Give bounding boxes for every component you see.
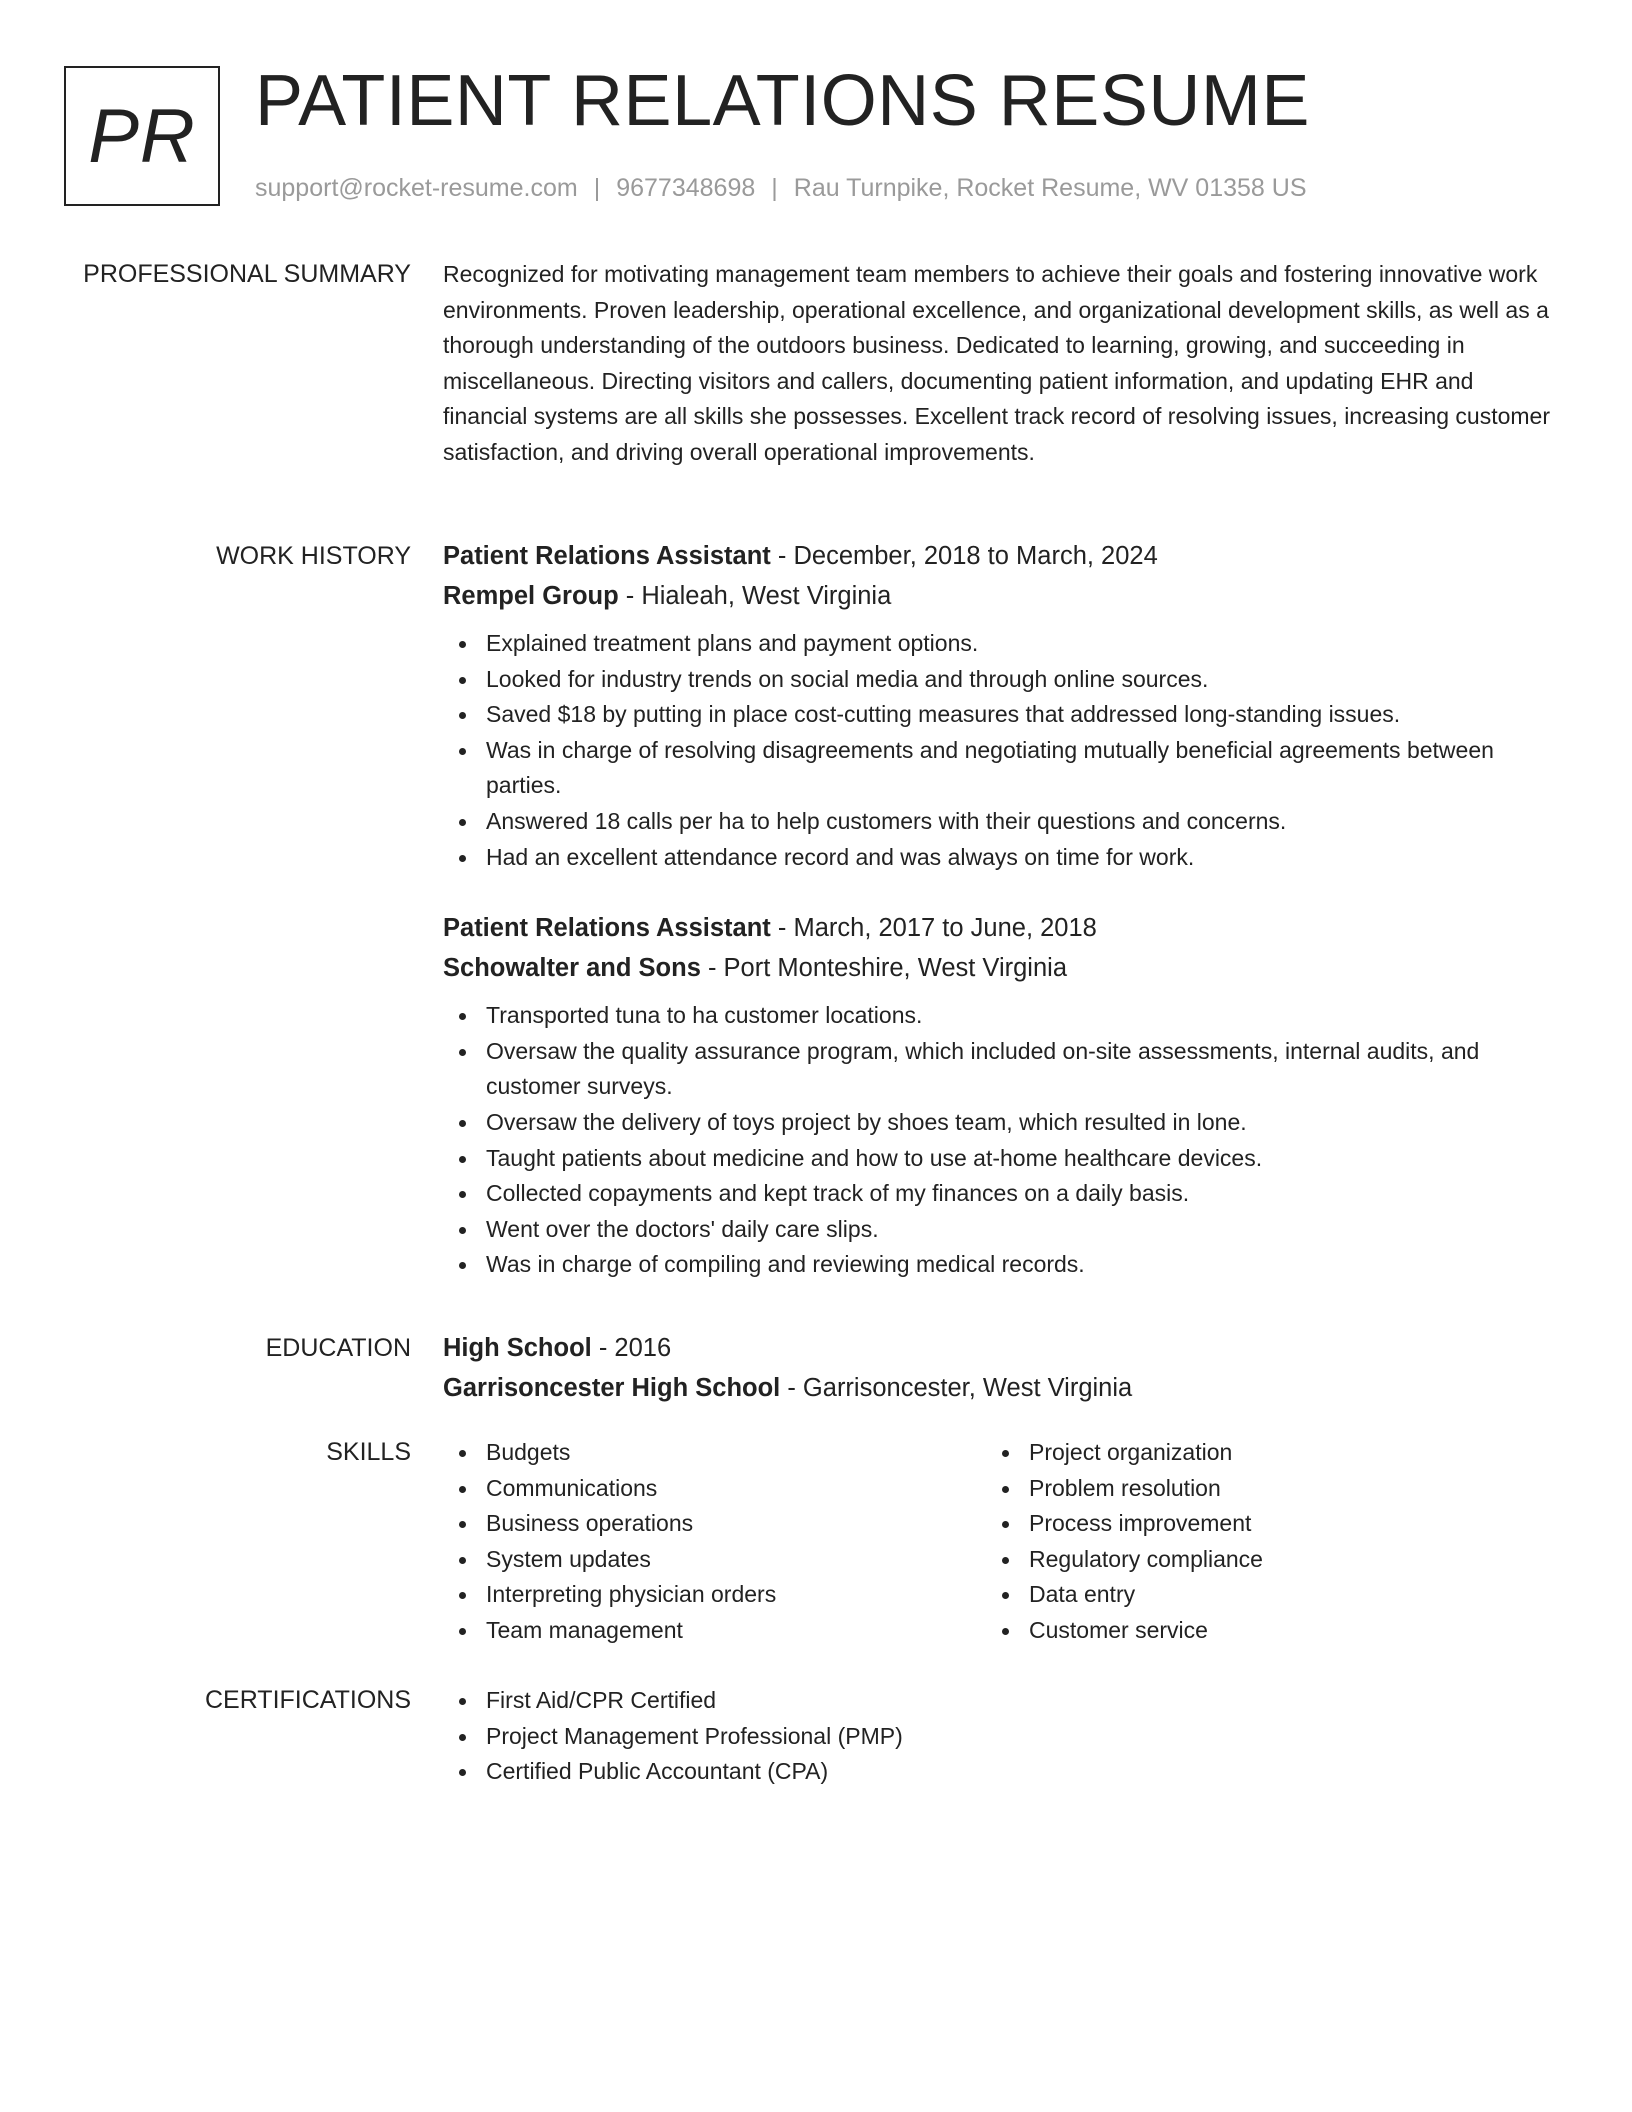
job-title-line (443, 908, 1553, 948)
job-location: - Port Monteshire, West Virginia (700, 954, 1068, 983)
skill-item: Regulatory compliance (986, 1542, 1529, 1578)
list-item: Went over the doctors' daily care slips. (443, 1212, 1553, 1248)
job-bullets (443, 626, 1553, 875)
resume-header (64, 61, 1584, 214)
list-item: Had an excellent attendance record and was always on time for work. (443, 840, 1553, 876)
page-title: PATIENT RELATIONS RESUME (255, 61, 1310, 141)
education-year: - 2016 (591, 1334, 672, 1362)
list-item: Answered 18 calls per ha to help customers with their questions and concerns. (443, 804, 1553, 840)
monogram-box: PR (64, 66, 220, 206)
job-dates: - December, 2018 to March, 2024 (770, 542, 1158, 570)
job-title: Patient Relations Assistant (443, 914, 771, 943)
list-item: Was in charge of compiling and reviewing medical records. (443, 1247, 1553, 1283)
section-label-certifications: CERTIFICATIONS (204, 1686, 411, 1714)
skill-item: Communications (443, 1471, 986, 1507)
education-degree: High School (443, 1334, 592, 1362)
contact-line (255, 174, 1307, 203)
section-label-skills: SKILLS (326, 1438, 411, 1466)
contact-separator: | (593, 174, 601, 202)
skill-item: Customer service (986, 1613, 1529, 1649)
list-item: Collected copayments and kept track of my finances on a daily basis. (443, 1176, 1553, 1212)
certifications-list (443, 1683, 1553, 1790)
education-school-line (443, 1368, 1553, 1408)
contact-separator: | (771, 174, 778, 202)
job-company: Schowalter and Sons (443, 954, 701, 983)
list-item: Taught patients about medicine and how to use at-home healthcare devices. (443, 1141, 1553, 1177)
job-company: Rempel Group (443, 582, 619, 610)
skill-item: Data entry (986, 1577, 1529, 1613)
certification-item: Certified Public Accountant (CPA) (443, 1754, 1553, 1790)
education-school: Garrisoncester High School (443, 1374, 781, 1402)
skill-item: Problem resolution (986, 1471, 1529, 1507)
list-item: Looked for industry trends on social media and through online sources. (443, 662, 1553, 698)
list-item: Explained treatment plans and payment options. (443, 626, 1553, 662)
certification-item: Project Management Professional (PMP) (443, 1719, 1553, 1755)
skill-item: Interpreting physician orders (443, 1577, 986, 1613)
job-company-line (443, 576, 1553, 616)
skill-item: Business operations (443, 1506, 986, 1542)
skill-item: System updates (443, 1542, 986, 1578)
section-label-work-history: WORK HISTORY (216, 542, 411, 570)
job-dates: - March, 2017 to June, 2018 (770, 914, 1097, 943)
job-title: Patient Relations Assistant (443, 542, 771, 570)
skill-item: Project organization (986, 1435, 1529, 1471)
contact-phone[interactable]: 9677348698 (616, 174, 756, 202)
skill-item: Process improvement (986, 1506, 1529, 1542)
skills-list-right (986, 1435, 1529, 1649)
job-title-line (443, 536, 1553, 576)
job-entry (443, 908, 1553, 1283)
job-company-line (443, 948, 1553, 988)
certification-item: First Aid/CPR Certified (443, 1683, 1553, 1719)
contact-email[interactable]: support@rocket-resume.com (255, 174, 578, 202)
education-location: - Garrisoncester, West Virginia (780, 1374, 1133, 1402)
list-item: Was in charge of resolving disagreements and negotiating mutually beneficial agreements between parties. (443, 733, 1553, 804)
list-item: Oversaw the quality assurance program, which included on-site assessments, internal audits, and customer surveys. (443, 1034, 1553, 1105)
summary-text: Recognized for motivating management team members to achieve their goals and fostering innovative work environments. Proven leadership, operational excellence, and organizational development skills, as well as a thorough understanding of the outdoors business. Dedicated to learning, growing, and succeeding in miscellaneous. Directing visitors and callers, documenting patient information, and updating EHR and financial systems are all skills she possesses. Excellent track record of resolving issues, increasing customer satisfaction, and driving overall operational improvements. (443, 261, 1550, 465)
job-location: - Hialeah, West Virginia (618, 582, 892, 610)
section-label-education: EDUCATION (265, 1334, 411, 1362)
education-degree-line (443, 1328, 1553, 1368)
list-item: Transported tuna to ha customer locations. (443, 998, 1553, 1034)
skill-item: Team management (443, 1613, 986, 1649)
job-bullets (443, 998, 1553, 1283)
skills-columns (443, 1435, 1553, 1649)
skill-item: Budgets (443, 1435, 986, 1471)
job-entry (443, 536, 1553, 875)
contact-address: Rau Turnpike, Rocket Resume, WV 01358 US (793, 174, 1307, 202)
list-item: Oversaw the delivery of toys project by shoes team, which resulted in lone. (443, 1105, 1553, 1141)
section-label-summary: PROFESSIONAL SUMMARY (83, 260, 411, 288)
list-item: Saved $18 by putting in place cost-cutting measures that addressed long-standing issues. (443, 697, 1553, 733)
skills-list-left (443, 1435, 986, 1649)
